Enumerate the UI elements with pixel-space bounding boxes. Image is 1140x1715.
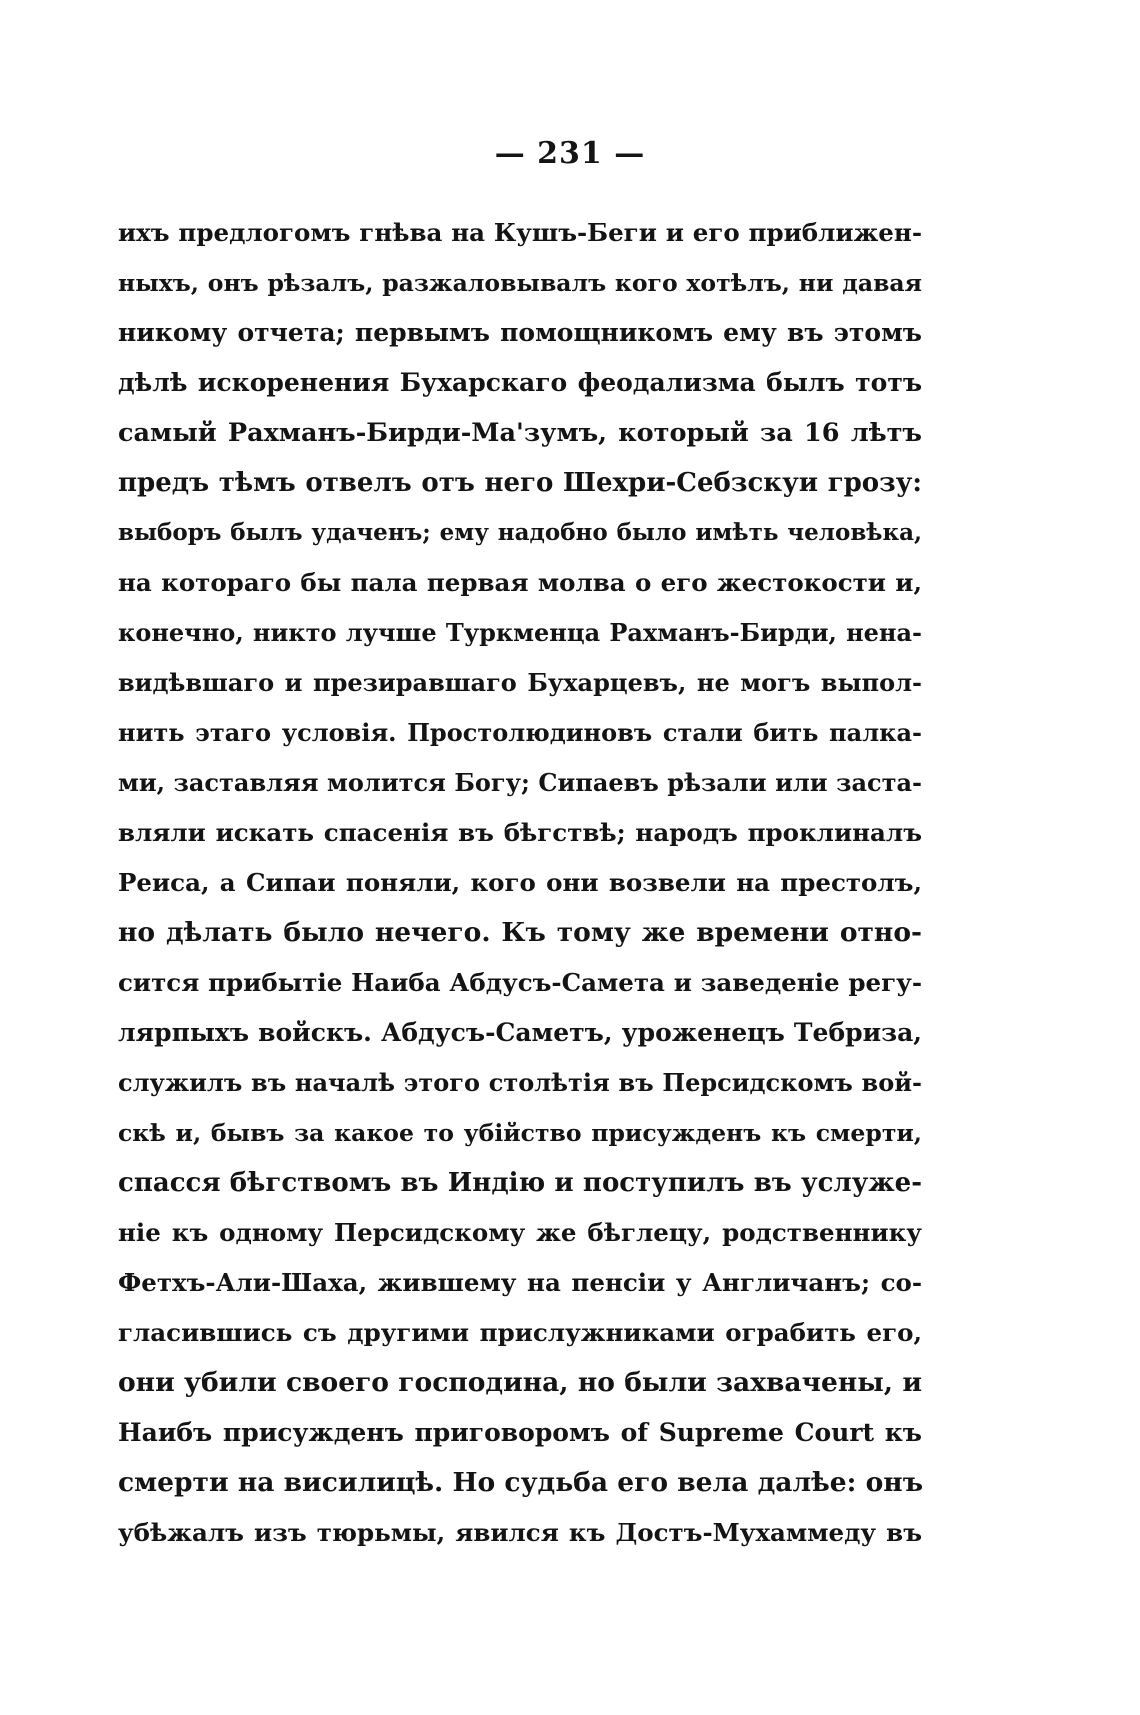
text-line: убѣжалъ изъ тюрьмы, явился къ Достъ-Мухаммеду въ bbox=[118, 1518, 922, 1547]
text-line: конечно, никто лучше Туркменца Рахманъ-Бирди, нена- bbox=[118, 618, 922, 647]
text-line: Фетхъ-Али-Шаха, жившему на пенсіи у Англичанъ; со- bbox=[118, 1268, 922, 1297]
text-line: самый Рахманъ-Бирди-Ма'зумъ, который за 16 лѣтъ bbox=[118, 418, 922, 448]
text-line: никому отчета; первымъ помощникомъ ему въ этомъ bbox=[118, 318, 922, 347]
body-text bbox=[118, 208, 922, 1558]
text-line: видѣвшаго и презиравшаго Бухарцевъ, не могъ выпол- bbox=[118, 668, 922, 697]
text-line: ніе къ одному Персидскому же бѣглецу, родственнику bbox=[118, 1218, 922, 1247]
text-line: ми, заставляя молится Богу; Сипаевъ рѣзали или заста- bbox=[118, 768, 922, 797]
text-line: вляли искать спасенія въ бѣгствѣ; народъ проклиналъ bbox=[118, 818, 922, 847]
text-line: дѣлѣ искоренения Бухарскаго феодализма былъ тотъ bbox=[118, 368, 922, 397]
text-line: ихъ предлогомъ гнѣва на Кушъ-Беги и его приближен- bbox=[118, 218, 922, 247]
page-number: — 231 — bbox=[494, 136, 646, 171]
text-line: на котораго бы пала первая молва о его жестокости и, bbox=[118, 568, 922, 597]
text-line: нить этаго условія. Простолюдиновъ стали бить палка- bbox=[118, 718, 922, 747]
text-line: скѣ и, бывъ за какое то убійство присужденъ къ смерти, bbox=[118, 1119, 922, 1147]
text-line: спасся бѣгствомъ въ Индію и поступилъ въ услуже- bbox=[118, 1168, 922, 1198]
text-line: предъ тѣмъ отвелъ отъ него Шехри-Себзскуи грозу: bbox=[118, 468, 922, 498]
text-line: гласившись съ другими прислужниками ограбить его, bbox=[118, 1318, 922, 1347]
text-line: смерти на висилицѣ. Но судьба его вела далѣе: онъ bbox=[118, 1467, 924, 1498]
text-line: служилъ въ началѣ этого столѣтія въ Персидскомъ вой- bbox=[118, 1068, 922, 1097]
text-line: но дѣлать было нечего. Къ тому же времени отно- bbox=[118, 917, 922, 948]
text-line: сится прибытіе Наиба Абдусъ-Самета и заведеніе регу- bbox=[118, 968, 922, 997]
text-line: они убили своего господина, но были захвачены, и bbox=[118, 1367, 922, 1398]
text-line: ныхъ, онъ рѣзалъ, разжаловывалъ кого хотѣлъ, ни давая bbox=[118, 269, 922, 297]
text-line: выборъ былъ удаченъ; ему надобно было имѣть человѣка, bbox=[118, 519, 922, 546]
text-line: лярпыхъ войскъ. Абдусъ-Саметъ, уроженецъ Тебриза, bbox=[118, 1018, 922, 1047]
text-line: Реиса, а Сипаи поняли, кого они возвели на престолъ, bbox=[118, 868, 922, 897]
text-line: Наибъ присужденъ приговоромъ of Supreme Court къ bbox=[118, 1418, 922, 1447]
